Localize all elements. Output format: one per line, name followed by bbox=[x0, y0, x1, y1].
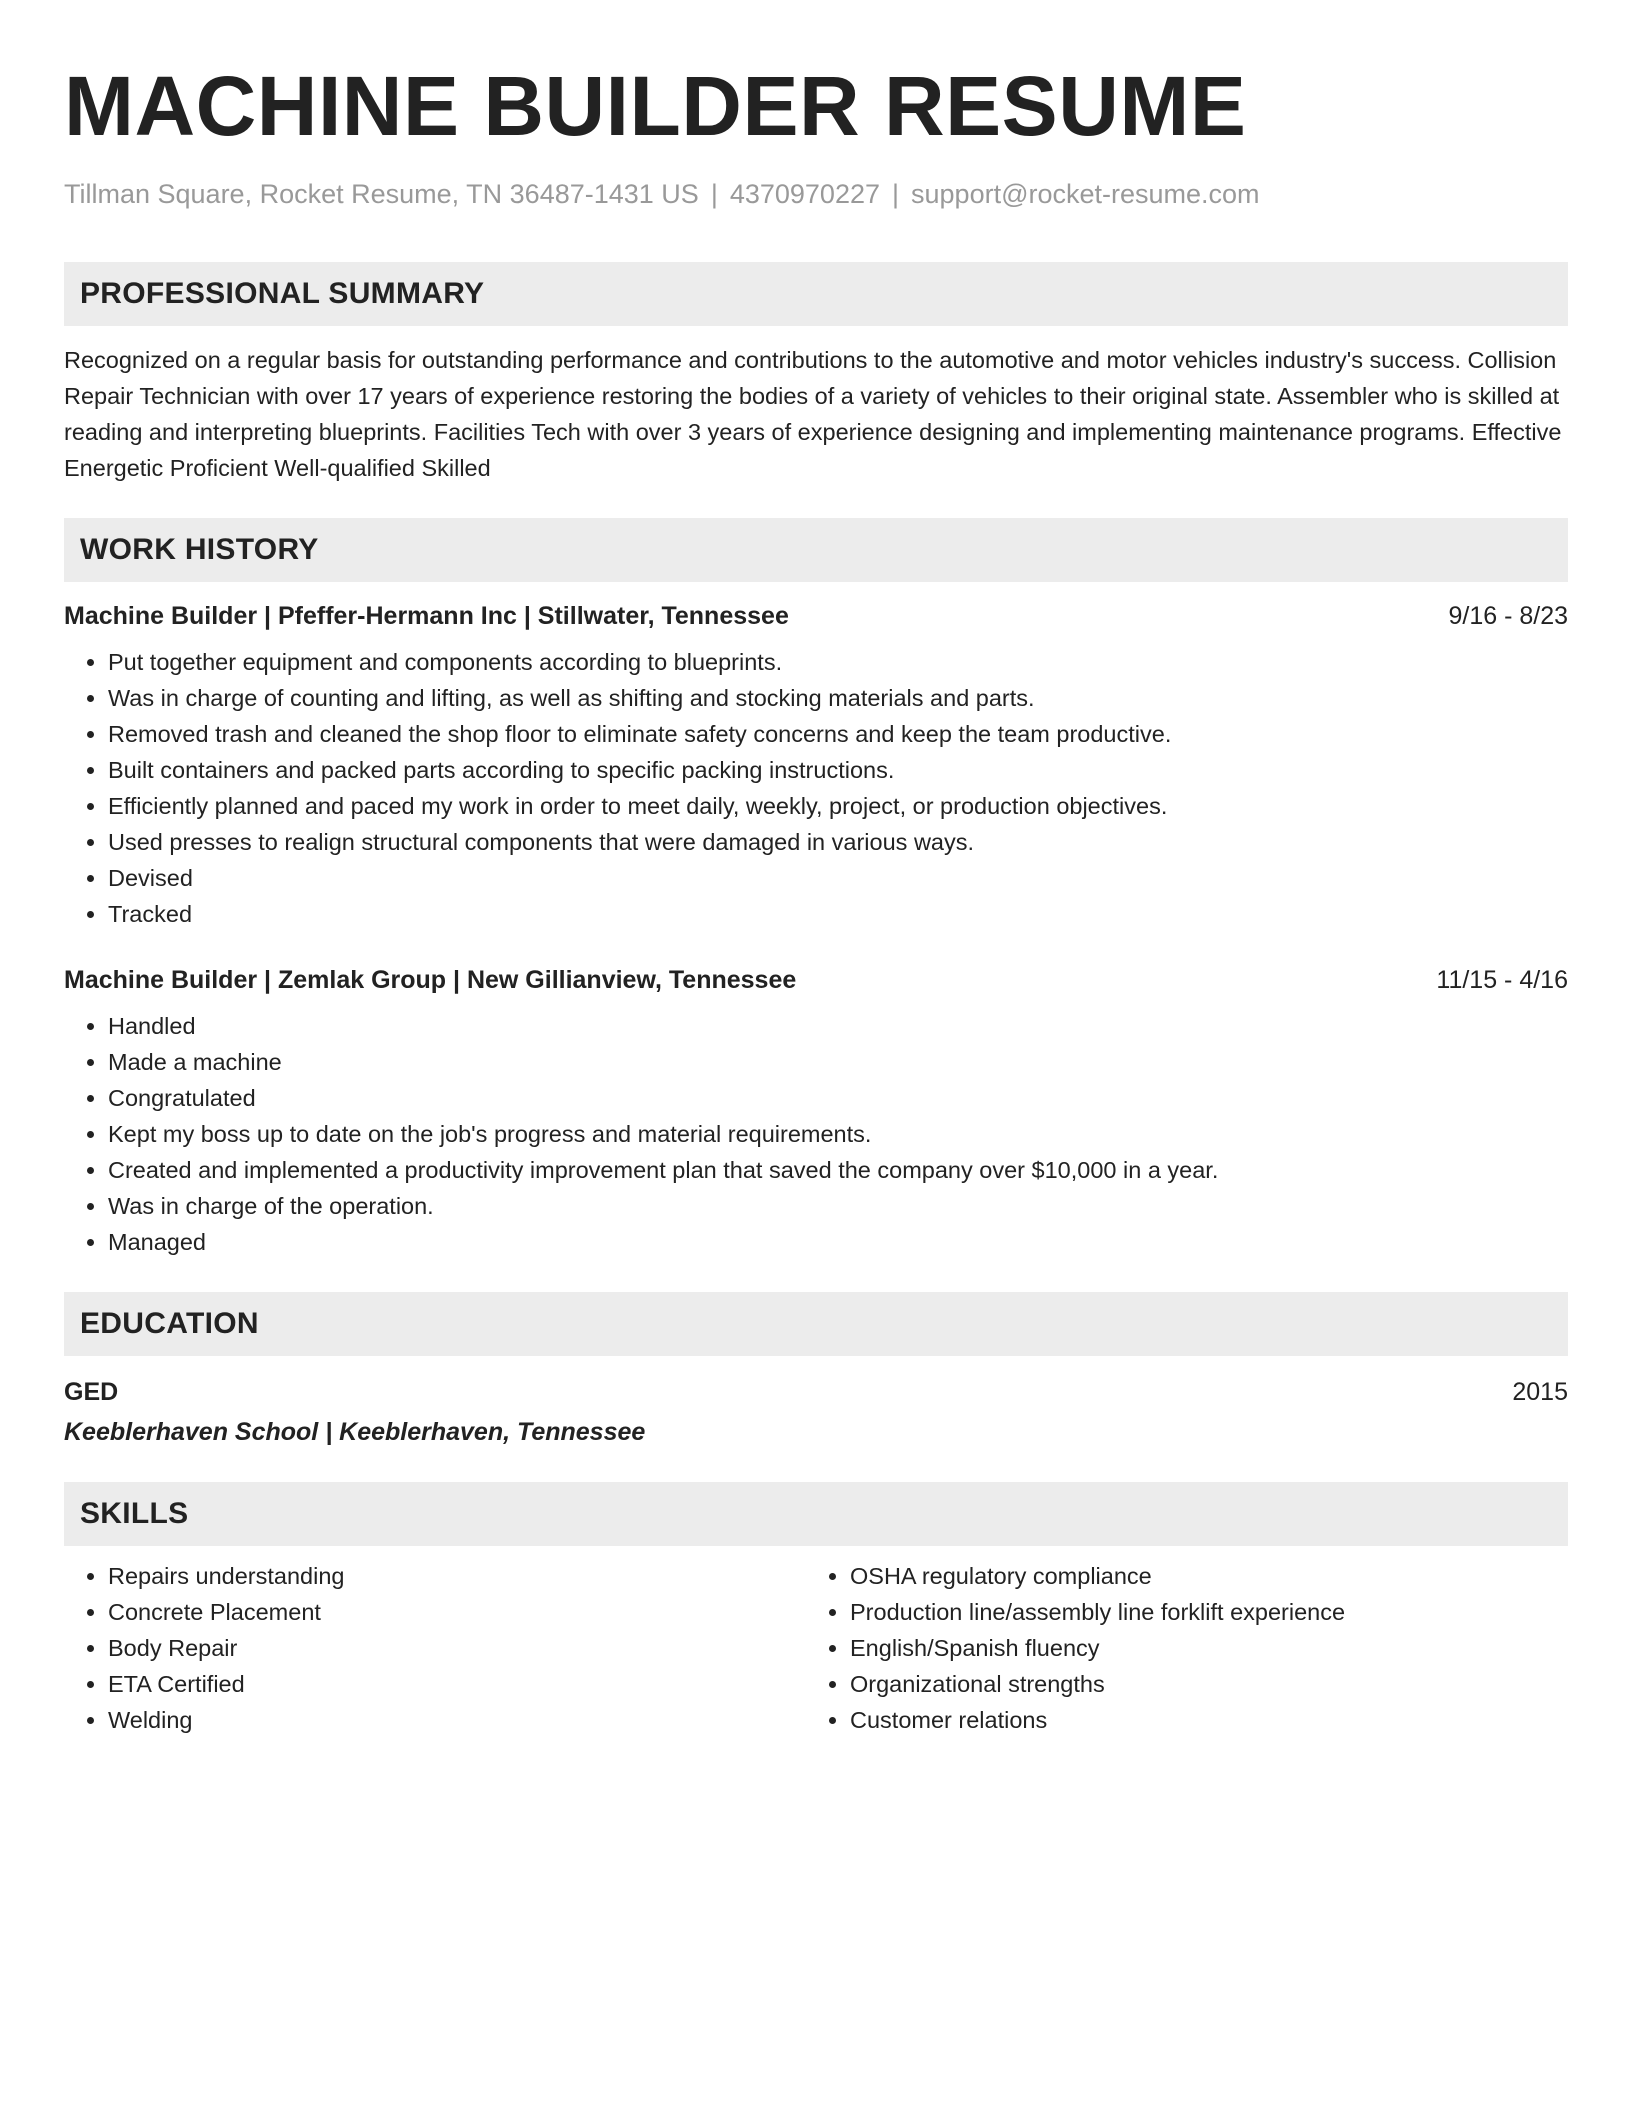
section-heading-skills: SKILLS bbox=[64, 1482, 1568, 1546]
contact-line bbox=[64, 176, 1568, 212]
skill-item: • Concrete Placement bbox=[108, 1594, 806, 1630]
job-bullet: • Removed trash and cleaned the shop floor to eliminate safety concerns and keep the team productive. bbox=[108, 716, 1568, 752]
job-bullet: • Was in charge of the operation. bbox=[108, 1188, 1568, 1224]
summary-text: Recognized on a regular basis for outstanding performance and contributions to the automotive and motor vehicles industry's success. Collision Repair Technician with over 17 years of experience restoring the bodies of a variety of vehicles to their original state. Assembler who is skilled at reading and interpreting blueprints. Facilities Tech with over 3 years of experience designing and implementing maintenance programs. Effective Energetic Proficient Well-qualified Skilled bbox=[64, 347, 1562, 481]
job-bullet: • Put together equipment and components according to blueprints. bbox=[108, 644, 1568, 680]
job-bullet: • Made a machine bbox=[108, 1044, 1568, 1080]
education-year: 2015 bbox=[1512, 1378, 1568, 1406]
job-entry bbox=[64, 962, 1568, 1260]
job-header bbox=[64, 962, 1568, 998]
skill-item: • ETA Certified bbox=[108, 1666, 806, 1702]
section-heading-work: WORK HISTORY bbox=[64, 518, 1568, 582]
job-bullet: • Managed bbox=[108, 1224, 1568, 1260]
job-bullet: • Built containers and packed parts according to specific packing instructions. bbox=[108, 752, 1568, 788]
skill-item: • Organizational strengths bbox=[850, 1666, 1548, 1702]
skill-item: • Customer relations bbox=[850, 1702, 1548, 1738]
job-bullet: • Used presses to realign structural components that were damaged in various ways. bbox=[108, 824, 1568, 860]
contact-address: Tillman Square, Rocket Resume, TN 36487-1431 US bbox=[64, 179, 699, 209]
contact-separator: | bbox=[892, 179, 900, 209]
job-bullets bbox=[64, 1008, 1568, 1260]
job-bullet: • Was in charge of counting and lifting, as well as shifting and stocking materials and parts. bbox=[108, 680, 1568, 716]
job-title: Machine Builder | Pfeffer-Hermann Inc | Stillwater, Tennessee bbox=[64, 602, 789, 630]
job-header bbox=[64, 598, 1568, 634]
contact-phone: 4370970227 bbox=[729, 179, 880, 209]
education-school: Keeblerhaven School | Keeblerhaven, Tennessee bbox=[64, 1418, 646, 1446]
job-entry bbox=[64, 598, 1568, 932]
job-bullet: • Congratulated bbox=[108, 1080, 1568, 1116]
job-bullet: • Efficiently planned and paced my work in order to meet daily, weekly, project, or production objectives. bbox=[108, 788, 1568, 824]
contact-separator: | bbox=[710, 179, 718, 209]
skill-item: • Repairs understanding bbox=[108, 1558, 806, 1594]
skills-list-left bbox=[64, 1558, 806, 1738]
skill-item: • OSHA regulatory compliance bbox=[850, 1558, 1548, 1594]
resume-title: MACHINE BUILDER RESUME bbox=[64, 59, 1247, 153]
skill-item: • Body Repair bbox=[108, 1630, 806, 1666]
skills-columns bbox=[64, 1558, 1568, 1738]
skill-item: • English/Spanish fluency bbox=[850, 1630, 1548, 1666]
section-heading-education: EDUCATION bbox=[64, 1292, 1568, 1356]
job-bullet: • Tracked bbox=[108, 896, 1568, 932]
job-bullets bbox=[64, 644, 1568, 932]
skills-list-right bbox=[806, 1558, 1548, 1738]
skill-item: • Production line/assembly line forklift experience bbox=[850, 1594, 1548, 1630]
job-bullet: • Handled bbox=[108, 1008, 1568, 1044]
job-title: Machine Builder | Zemlak Group | New Gillianview, Tennessee bbox=[64, 966, 797, 994]
job-dates: 11/15 - 4/16 bbox=[1436, 966, 1568, 994]
job-dates: 9/16 - 8/23 bbox=[1448, 602, 1568, 630]
education-degree: GED bbox=[64, 1378, 119, 1406]
contact-email: support@rocket-resume.com bbox=[911, 179, 1260, 209]
job-bullet: • Devised bbox=[108, 860, 1568, 896]
job-bullet: • Kept my boss up to date on the job's progress and material requirements. bbox=[108, 1116, 1568, 1152]
job-bullet: • Created and implemented a productivity improvement plan that saved the company over $10,000 in a year. bbox=[108, 1152, 1568, 1188]
education-header bbox=[64, 1374, 1568, 1410]
skill-item: • Welding bbox=[108, 1702, 806, 1738]
section-heading-summary: PROFESSIONAL SUMMARY bbox=[64, 262, 1568, 326]
